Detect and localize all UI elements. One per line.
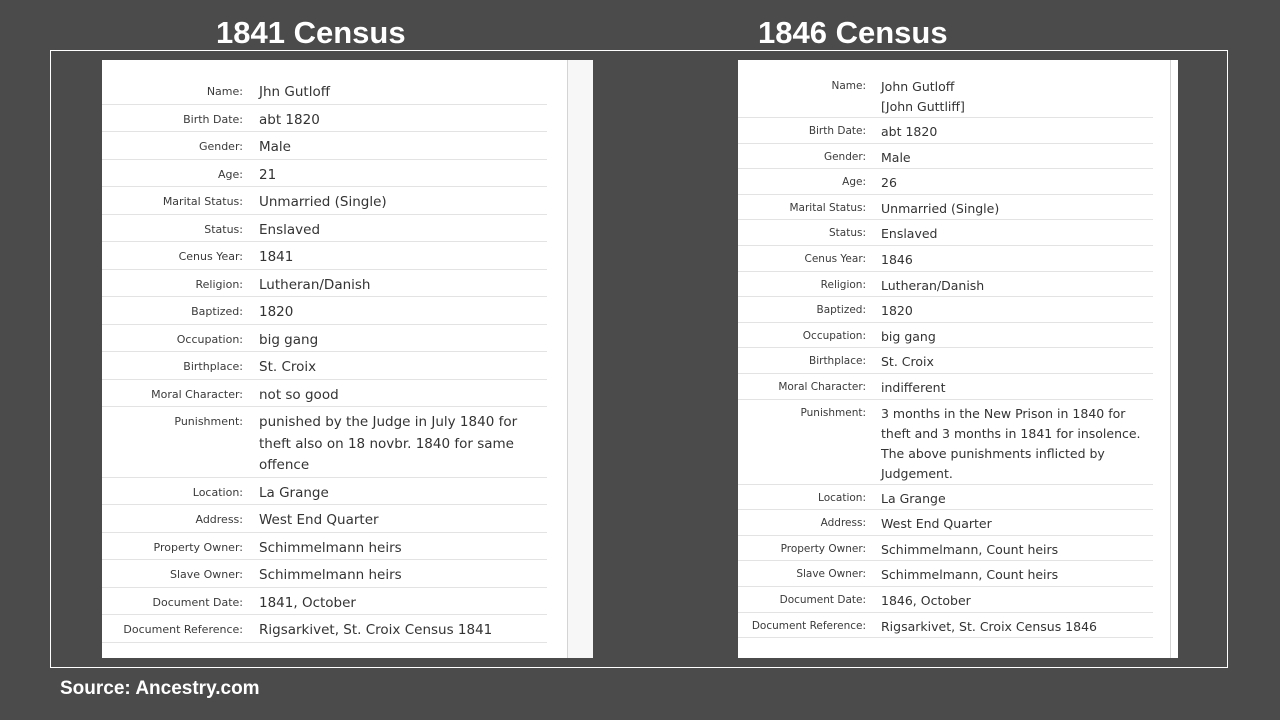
field-value: indifferent [881,379,946,395]
field-value: Lutheran/Danish [881,277,985,293]
field-label: Birthplace: [183,360,243,373]
panel-edge-divider [1170,60,1171,658]
record-row [102,407,547,478]
record-row [102,270,547,298]
field-label: Cenus Year: [804,252,866,265]
field-label: Moral Character: [778,380,866,393]
field-value: Rigsarkivet, St. Croix Census 1846 [881,618,1097,634]
record-row [738,348,1153,374]
field-label: Gender: [823,150,866,163]
field-label: Location: [818,491,866,504]
field-label: Cenus Year: [178,250,243,263]
field-value: West End Quarter [259,512,379,528]
field-label: Moral Character: [151,387,243,401]
source-credit: Source: Ancestry.com [60,678,260,699]
record-row [738,195,1153,221]
field-label: Baptized: [816,304,866,317]
record-row [102,615,547,643]
field-label: Occupation: [176,332,243,346]
field-label: Birthplace: [809,355,866,368]
record-row [738,323,1153,349]
field-label: Age: [842,176,866,189]
field-label: Document Date: [779,593,866,606]
field-value-line: Judgement. [881,465,953,481]
field-label: Property Owner: [153,540,243,554]
record-row [738,400,1153,485]
field-label: Slave Owner: [796,568,866,581]
field-value: abt 1820 [259,111,320,128]
field-value-line: theft also on 18 novbr. 1840 for same [259,435,514,452]
field-value: 1841 [259,249,294,265]
field-label: Address: [820,517,866,530]
field-label: Name: [831,80,866,92]
field-label: Slave Owner: [170,568,243,581]
heading-1846-census: 1846 Census [758,15,948,50]
record-row [102,533,547,561]
field-label: Marital Status: [162,195,243,208]
record-row [102,105,547,133]
field-label: Punishment: [800,406,866,419]
record-row [738,144,1153,170]
record-row [738,587,1153,613]
field-label: Address: [195,513,243,526]
record-row [102,352,547,380]
field-value: Lutheran/Danish [259,276,371,293]
record-row [102,325,547,353]
record-row [102,560,547,588]
field-value: Male [881,149,911,165]
field-value-line: punished by the Judge in July 1840 for [259,414,518,430]
field-value: West End Quarter [881,516,992,532]
record-row [738,536,1153,562]
record-row [738,613,1153,639]
field-value: 1846 [881,251,913,267]
field-value: St. Croix [881,354,934,370]
field-label: Gender: [198,140,243,153]
field-value-line: 3 months in the New Prison in 1840 for [881,405,1126,421]
field-label: Property Owner: [780,542,866,555]
census-1846-record-panel [738,60,1178,658]
field-value: Enslaved [259,221,321,238]
record-row [738,297,1153,323]
record-row [738,118,1153,144]
record-row [738,374,1153,400]
record-row [738,169,1153,195]
field-value: La Grange [259,484,329,501]
field-value-line: The above punishments inflicted by [881,445,1105,461]
field-value: Schimmelmann heirs [259,539,402,556]
field-value: Male [259,139,291,155]
census-1841-record-table [102,77,547,643]
field-label: Marital Status: [789,201,866,214]
field-value: Enslaved [881,226,938,242]
record-row [102,297,547,325]
record-row [738,485,1153,511]
record-row [102,132,547,160]
field-value: not so good [259,386,339,403]
record-row [102,478,547,506]
record-row [738,272,1153,298]
scrollbar-track[interactable] [568,60,593,658]
field-value: 1846, October [881,592,971,608]
field-value: Unmarried (Single) [259,194,387,210]
field-label: Birth Date: [183,112,243,126]
field-value: Unmarried (Single) [881,200,1000,216]
record-row [738,73,1153,118]
field-value-line: [John Guttliff] [881,99,965,114]
field-value: Rigsarkivet, St. Croix Census 1841 [259,622,493,638]
field-value: big gang [881,328,936,344]
field-label: Baptized: [191,305,243,318]
field-value: 1841, October [259,594,356,611]
field-label: Document Reference: [123,623,243,636]
field-label: Location: [192,485,243,499]
census-1846-record-table [738,73,1153,638]
field-value: Jhn Gutloff [259,84,331,100]
field-value: Schimmelmann, Count heirs [881,541,1059,557]
field-value-line: John Gutloff [881,79,955,94]
field-value-line: offence [259,457,310,473]
record-row [102,187,547,215]
field-label: Birth Date: [808,125,866,137]
field-value: 21 [259,166,277,183]
field-label: Status: [204,222,243,236]
field-value-line: theft and 3 months in 1841 for insolence. [881,425,1141,441]
heading-1841-census: 1841 Census [216,15,406,50]
field-label: Religion: [195,277,243,291]
field-value: big gang [259,331,319,348]
field-value: St. Croix [259,359,317,375]
record-row [102,215,547,243]
record-row [102,77,547,105]
record-row [102,160,547,188]
field-value: La Grange [881,490,946,506]
field-label: Occupation: [802,329,866,342]
field-value: Schimmelmann heirs [259,567,402,583]
field-label: Name: [206,85,243,98]
field-label: Status: [829,227,866,240]
field-value: abt 1820 [881,124,938,139]
census-1841-record-panel [102,60,593,658]
field-value: 26 [881,175,897,191]
record-row [102,505,547,533]
field-value: 1820 [259,304,294,320]
field-value [866,73,1153,117]
record-row [738,561,1153,587]
record-row [102,380,547,408]
field-label: Document Reference: [751,619,866,632]
record-row [102,588,547,616]
record-row [738,246,1153,272]
record-row [738,220,1153,246]
field-label: Document Date: [152,595,243,609]
field-value [866,400,1153,484]
field-value [243,407,547,477]
field-value: Schimmelmann, Count heirs [881,567,1059,583]
field-label: Punishment: [174,415,243,428]
field-label: Age: [218,167,243,181]
field-value: 1820 [881,303,913,319]
record-row [102,242,547,270]
field-label: Religion: [820,278,866,291]
record-row [738,510,1153,536]
